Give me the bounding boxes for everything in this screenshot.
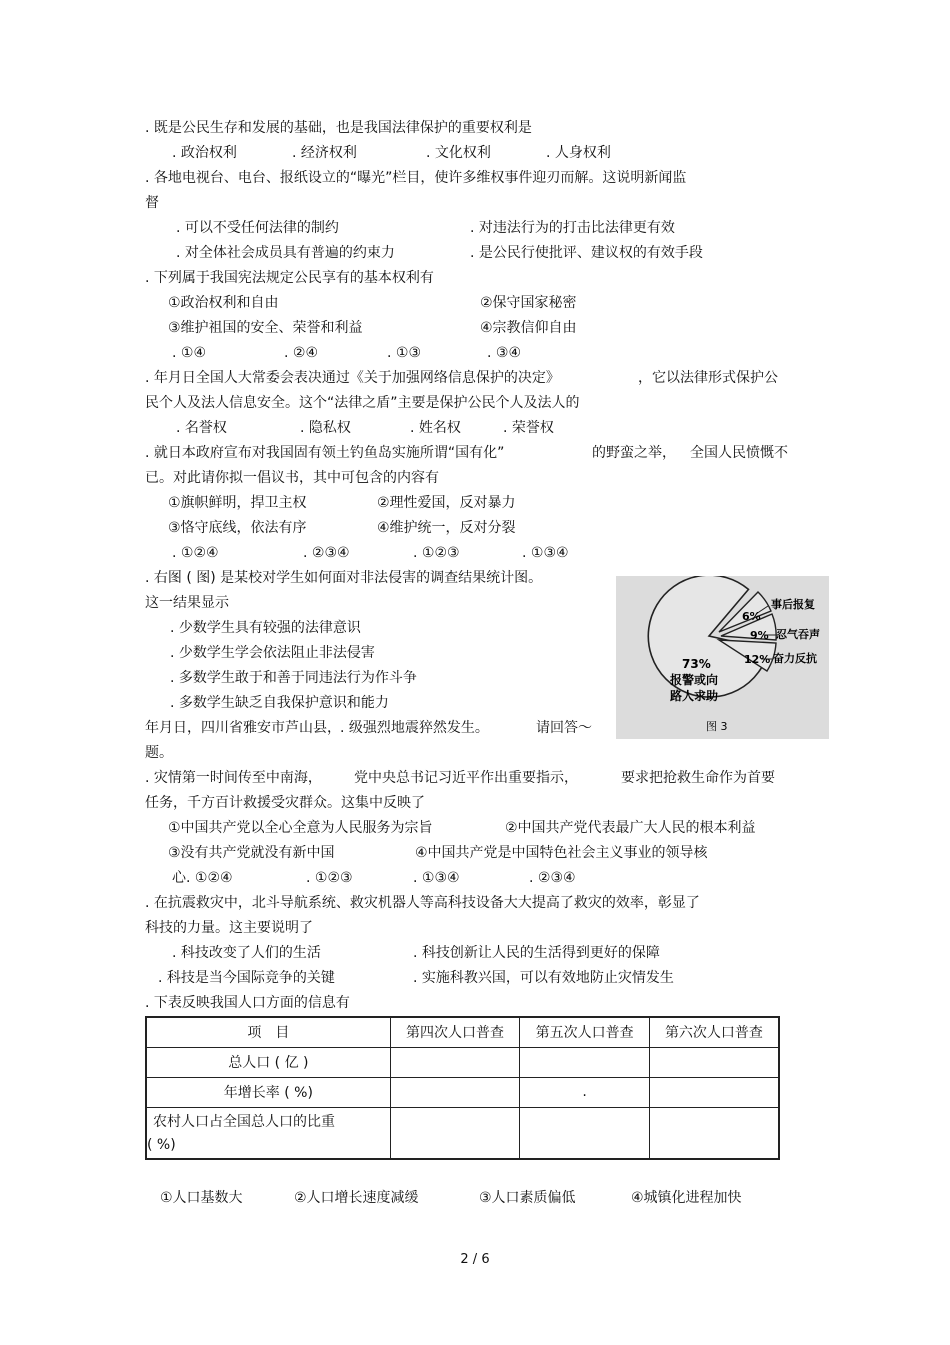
main-slice-pct: 73% [682,657,711,671]
q3-option-b: . ②④ [284,345,319,361]
q8-option-b: . 科技创新让人民的生活得到更好的保障 [413,945,660,961]
q4-option-c: . 姓名权 [410,420,461,436]
row-label-growth-rate: 年增长率 ( %) [146,1077,390,1107]
q3-item-3: ③维护祖国的安全、荣誉和利益 [168,320,363,336]
q4-option-b: . 隐私权 [300,420,351,436]
table-cell [390,1077,520,1107]
q4-stem-line1-a: . 年月日全国人大常委会表决通过《关于加强网络信息保护的决定》 [145,370,560,386]
q7-stem-line1-c: 要求把抢救生命作为首要 [621,770,775,786]
q7-stem-line2: 任务，千方百计救援受灾群众。这集中反映了 [145,795,425,811]
q9-item-1: ①人口基数大 [160,1190,243,1206]
q7-item-2: ②中国共产党代表最广大人民的根本利益 [505,820,756,836]
q5-stem-line1-a: . 就日本政府宣布对我国固有领土钓鱼岛实施所谓“国有化” [145,445,505,461]
survey-pie-chart [616,576,829,739]
q2-stem-line2: 督 [145,195,159,211]
slice-12-label: 奋力反抗 [773,652,817,665]
table-cell: . [520,1077,650,1107]
table-cell [390,1107,520,1159]
q3-option-c: . ①③ [387,345,422,361]
table-row [146,1107,779,1159]
intro-line1-a: 年月日，四川省雅安市芦山县， [145,720,341,736]
q8-option-a: . 科技改变了人们的生活 [172,945,321,961]
table-cell [649,1047,779,1077]
q6-stem-line2: 这一结果显示 [145,595,229,611]
q8-option-d: . 实施科教兴国，可以有效地防止灾情发生 [413,970,674,986]
census-table [145,1016,780,1160]
q3-item-4: ④宗教信仰自由 [480,320,577,336]
q2-option-b: . 对违法行为的打击比法律更有效 [470,220,675,236]
q5-item-3: ③恪守底线，依法有序 [168,520,307,536]
intro-line1-b: . 级强烈地震猝然发生。 [340,720,489,736]
q4-option-a: . 名誉权 [176,420,227,436]
q2-stem-line1: . 各地电视台、电台、报纸设立的“曝光”栏目，使许多维权事件迎刃而解。这说明新闻监 [145,170,687,186]
slice-9-pct: 9% [750,629,769,642]
q7-option-a: . ①②④ [186,870,233,886]
q3-item-2: ②保守国家秘密 [480,295,577,311]
q8-stem-line1: . 在抗震救灾中，北斗导航系统、救灾机器人等高科技设备大大提高了救灾的效率，彰显了 [145,895,700,911]
table-cell [649,1107,779,1159]
q6-option-c: . 多数学生敢于和善于同违法行为作斗争 [170,670,417,686]
q2-option-d: . 是公民行使批评、建议权的有效手段 [470,245,703,261]
row-label-rural-share-line1: 农村人口占全国总人口的比重 [153,1113,335,1130]
q9-item-3: ③人口素质偏低 [479,1190,576,1206]
q5-stem-line1-b: 的野蛮之举， [592,445,676,461]
q5-item-2: ②理性爱国，反对暴力 [377,495,516,511]
slice-6-label: 事后报复 [771,598,815,611]
table-cell [520,1107,650,1159]
row-label-total-population: 总人口 ( 亿 ) [146,1047,390,1077]
table-row [146,1047,779,1077]
q7-stem-line1-b: 党中央总书记习近平作出重要指示， [354,770,578,786]
q6-option-a: . 少数学生具有较强的法律意识 [170,620,361,636]
q9-item-2: ②人口增长速度减缓 [294,1190,419,1206]
q8-stem-line2: 科技的力量。这主要说明了 [145,920,313,936]
header-census-5: 第五次人口普查 [520,1017,650,1047]
header-census-6: 第六次人口普查 [649,1017,779,1047]
slice-9-label: 忍气吞声 [776,628,820,641]
q7-stem-line1-a: . 灾情第一时间传至中南海， [145,770,322,786]
q7-option-c: . ①③④ [413,870,460,886]
q8-option-c: . 科技是当今国际竞争的关键 [158,970,335,986]
q2-option-a: . 可以不受任何法律的制约 [176,220,339,236]
intro-line2: 题。 [145,745,173,761]
intro-line1-c: 请回答～ [536,720,592,736]
q5-stem-line1-c: 全国人民愤慨不 [690,445,788,461]
q4-stem-line2: 民个人及法人信息安全。这个“法律之盾”主要是保护公民个人及法人的 [145,395,580,411]
q5-stem-line2: 已。对此请你拟一倡议书，其中可包含的内容有 [145,470,439,486]
q7-option-b: . ①②③ [306,870,353,886]
q7-item-4: ④中国共产党是中国特色社会主义事业的领导核 [415,845,708,861]
main-slice-label-1: 报警或向 [670,673,719,687]
q9-stem: . 下表反映我国人口方面的信息有 [145,995,350,1011]
q5-item-1: ①旗帜鲜明，捍卫主权 [168,495,307,511]
q5-option-a: . ①②④ [172,545,219,561]
q7-item-4-continued: 心 [172,870,186,886]
q6-stem-line1: . 右图 ( 图) 是某校对学生如何面对非法侵害的调查结果统计图。 [145,570,543,586]
header-item: 项 目 [146,1017,390,1047]
q1-option-c: . 文化权利 [426,145,491,161]
row-label-rural-share-line2: ( %) [147,1136,176,1153]
q4-option-d: . 荣誉权 [503,420,554,436]
q5-item-4: ④维护统一，反对分裂 [377,520,516,536]
q3-stem: . 下列属于我国宪法规定公民享有的基本权利有 [145,270,434,286]
q3-option-a: . ①④ [172,345,207,361]
q1-option-d: . 人身权利 [546,145,611,161]
q5-option-d: . ①③④ [522,545,569,561]
figure-caption: 图 3 [706,720,728,733]
q1-stem: . 既是公民生存和发展的基础，也是我国法律保护的重要权利是 [145,120,532,136]
table-cell [390,1047,520,1077]
header-census-4: 第四次人口普查 [390,1017,520,1047]
survey-pie-figure [616,576,829,739]
slice-6-pct: 6% [742,610,761,623]
page-number: 2 / 6 [460,1252,490,1267]
table-row [146,1077,779,1107]
q5-option-b: . ②③④ [303,545,350,561]
table-cell [649,1077,779,1107]
row-label-rural-share [146,1107,390,1159]
q9-item-4: ④城镇化进程加快 [631,1190,742,1206]
q6-option-b: . 少数学生学会依法阻止非法侵害 [170,645,375,661]
q7-option-d: . ②③④ [529,870,576,886]
table-cell [520,1047,650,1077]
q7-item-3: ③没有共产党就没有新中国 [168,845,335,861]
census-header-row [146,1017,779,1047]
q2-option-c: . 对全体社会成员具有普遍的约束力 [176,245,395,261]
main-slice-label-2: 路人求助 [670,689,719,703]
q5-option-c: . ①②③ [413,545,460,561]
q1-option-a: . 政治权利 [172,145,237,161]
q4-stem-line1-b: ，它以法律形式保护公 [638,370,778,386]
q7-item-1: ①中国共产党以全心全意为人民服务为宗旨 [168,820,433,836]
slice-12-pct: 12% [744,653,771,666]
q3-option-d: . ③④ [487,345,522,361]
q6-option-d: . 多数学生缺乏自我保护意识和能力 [170,695,389,711]
q1-option-b: . 经济权利 [292,145,357,161]
q3-item-1: ①政治权利和自由 [168,295,279,311]
